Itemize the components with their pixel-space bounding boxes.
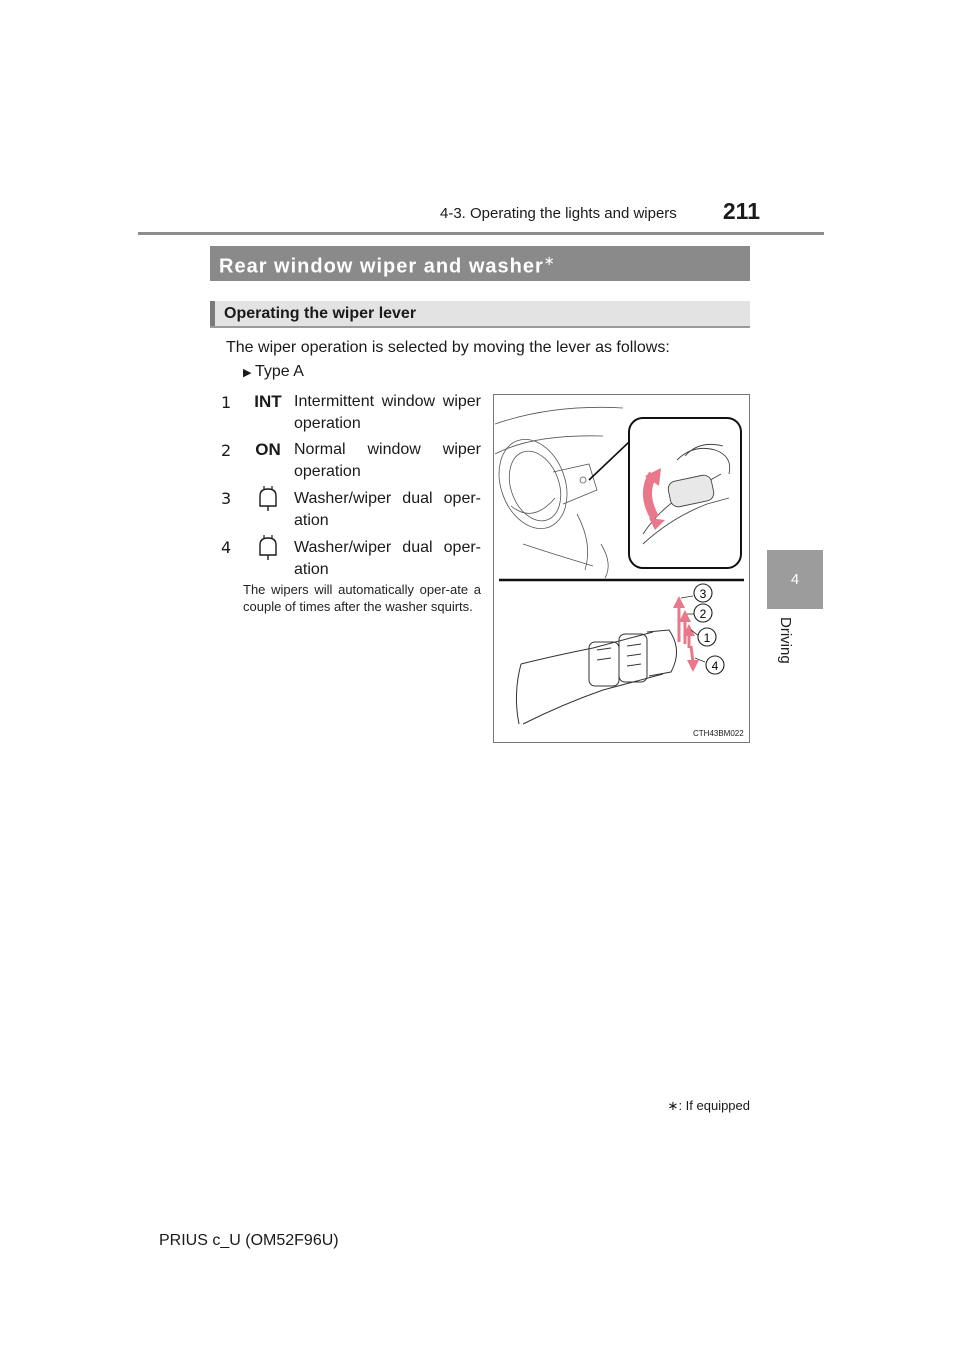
section-title — [219, 253, 556, 279]
item-number-circle: 3 — [221, 489, 232, 508]
callout-label: 1 — [703, 631, 711, 645]
item-number-circle: 2 — [221, 441, 232, 460]
subsection-title: Operating the wiper lever — [224, 305, 417, 322]
wiper-lever-illustration — [493, 394, 750, 743]
item-number-circle: 4 — [221, 538, 232, 557]
note-paragraph: The wipers will automatically oper-ate a couple of times after the washer squirts. — [243, 582, 481, 614]
callout-circle — [698, 628, 716, 646]
item-description: Washer/wiper dual oper-ation — [294, 490, 481, 529]
page-number: 211 — [722, 198, 760, 224]
washer-wiper-icon — [252, 535, 284, 566]
callout-label: 3 — [699, 587, 707, 601]
int-symbol: INT — [254, 392, 282, 411]
item-description: Intermittent window wiper operation — [294, 393, 481, 432]
illustration-code: CTH43BM022 — [693, 729, 744, 738]
washer-wiper-icon — [252, 486, 284, 517]
chapter-label-wrap — [777, 617, 806, 687]
chapter-tab — [767, 550, 823, 609]
callout-circle — [694, 584, 712, 602]
callout-circle — [706, 656, 724, 674]
header-rule — [138, 232, 824, 235]
intro-paragraph: The wiper operation is selected by moving the lever as follows: — [226, 339, 670, 356]
callout-label: 2 — [699, 607, 707, 621]
footer-model: PRIUS c_U (OM52F96U) — [159, 1232, 339, 1249]
callout-label: 4 — [711, 659, 719, 673]
washer-wiper-icon-graphic — [256, 486, 280, 512]
washer-wiper-icon-graphic — [256, 535, 280, 561]
chapter-label: Driving — [777, 617, 794, 664]
item-description: Washer/wiper dual oper-ation — [294, 539, 481, 578]
callout-circle — [694, 604, 712, 622]
section-title-text: Rear window wiper and washer — [219, 255, 544, 278]
triangle-bullet-icon: ▶ — [243, 367, 252, 379]
section-label: 4-3. Operating the lights and wipers — [440, 205, 677, 222]
footnote: ∗: If equipped — [667, 1098, 750, 1113]
chapter-number: 4 — [790, 571, 800, 588]
item-number-circle: 1 — [221, 393, 232, 412]
type-label: Type A — [255, 363, 304, 380]
on-symbol: ON — [255, 440, 281, 459]
if-equipped-mark: ∗ — [543, 253, 556, 268]
item-description: Normal window wiper operation — [294, 441, 481, 480]
